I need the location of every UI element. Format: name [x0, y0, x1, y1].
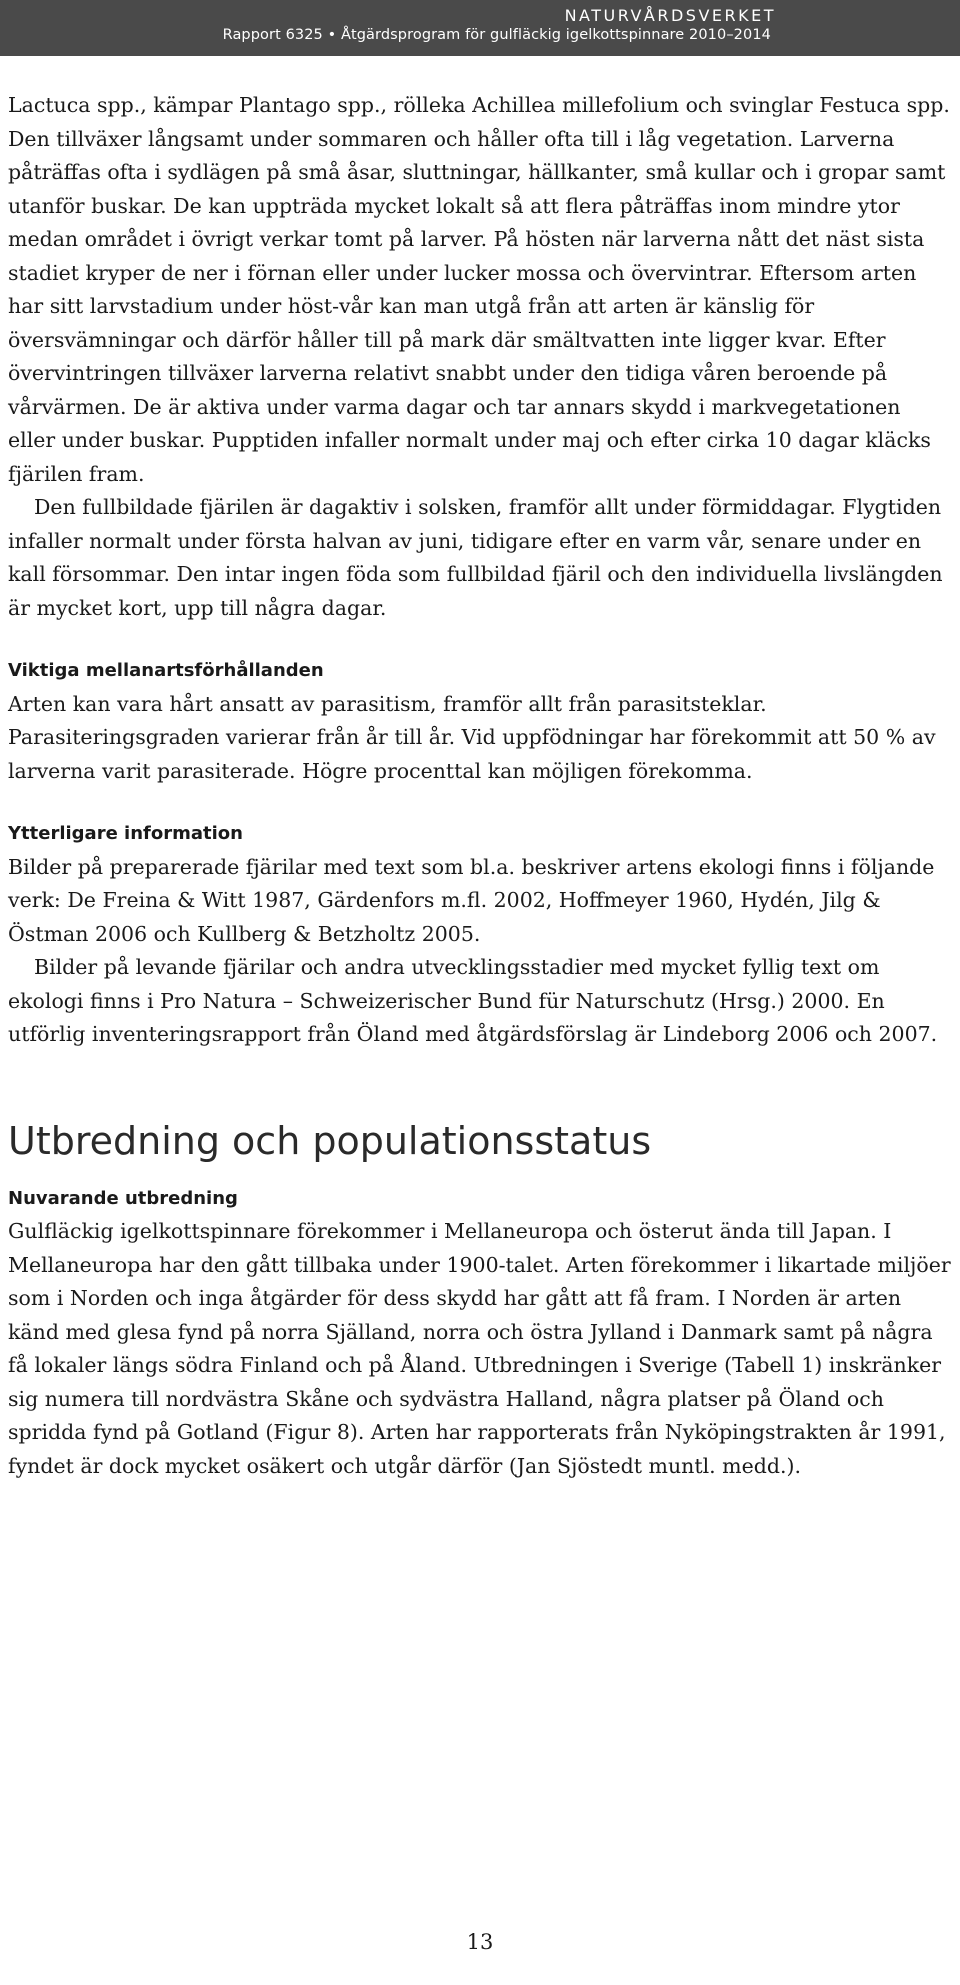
page-body [8, 89, 952, 1483]
section-heading-further-info: Ytterligare information [8, 823, 243, 844]
section-text-further-info-2: Bilder på levande fjärilar och andra utvecklingsstadier med mycket fyllig text om ekologi finns i Pro Natura – Schweizerischer Bund für Naturschutz (Hrsg.) 2000. En utförlig inventeringsrapport från Öland med åtgärdsförslag är Lindeborg 2006 och 2007. [8, 955, 938, 1046]
section-text-interactions: Arten kan vara hårt ansatt av parasitism, framför allt från parasitsteklar. Parasiteringsgraden varierar från år till år. Vid uppfödningar har förekommit att 50 % av larverna varit parasiterade. Högre procenttal kan möjligen förekomma. [8, 691, 936, 783]
section-text-further-info-1: Bilder på preparerade fjärilar med text som bl.a. beskriver artens ekologi finns i följande verk: De Freina & Witt 1987, Gärdenfors m.fl. 2002, Hoffmeyer 1960, Hydén, Jilg & Östman 2006 och Kullberg & Betzholtz 2005. [8, 854, 935, 946]
section-heading-distribution: Nuvarande utbredning [8, 1187, 238, 1209]
page-number: 13 [466, 1930, 494, 1954]
body-paragraph-adult: Den fullbildade fjärilen är dagaktiv i solsken, framför allt under förmiddagar. Flygtiden infaller normalt under första halvan av juni, tidigare efter en varm vår, senare under en kall försommar. Den intar ingen föda som fullbildad fjäril och den individuella livslängden är mycket kort, upp till några dagar. [8, 495, 943, 620]
report-title: Rapport 6325 • Åtgärdsprogram för gulfläckig igelkottspinnare 2010–2014 [222, 27, 771, 43]
body-paragraph-larvae: Lactuca spp., kämpar Plantago spp., rölleka Achillea millefolium och svinglar Festuca spp. Den tillväxer långsamt under sommaren och håller ofta till i låg vegetation. Larverna påträffas ofta i sydlägen på små åsar, sluttningar, hällkanter, små kullar och i gropar samt utanför buskar. De kan uppträda mycket lokalt så att flera påträffas inom mindre ytor medan området i övrigt verkar tomt på larver. På hösten när larverna nått det näst sista stadiet kryper de ner i förnan eller under lucker mossa och övervintrar. Eftersom arten har sitt larvstadium under höst-vår kan man utgå från att arten är känslig för översvämningar och därför håller till på mark där smältvatten inte ligger kvar. Efter övervintringen tillväxer larverna relativt snabbt under den tidiga våren beroende på vårvärmen. De är aktiva under varma dagar och tar annars skydd i markvegetationen eller under buskar. Pupptiden infaller normalt under maj och efter cirka 10 dagar kläcks fjärilen fram. [8, 93, 950, 486]
section-heading-interactions: Viktiga mellanartsförhållanden [8, 660, 324, 681]
section-text-distribution: Gulfläckig igelkottspinnare förekommer i Mellaneuropa och österut ända till Japan. I Mellaneuropa har den gått tillbaka under 1900-talet. Arten förekommer i likartade miljöer som i Norden och inga åtgärder för dess skydd har gått att få fram. I Norden är arten känd med glesa fynd på norra Själland, norra och östra Jylland i Danmark samt på några få lokaler längs södra Finland och på Åland. Utbredningen i Sverige (Tabell 1) inskränker sig numera till nordvästra Skåne och sydvästra Halland, några platser på Öland och spridda fynd på Gotland (Figur 8). Arten har rapporterats från Nyköpingstrakten år 1991, fyndet är dock mycket osäkert och utgår därför (Jan Sjöstedt muntl. medd.). [8, 1219, 951, 1478]
chapter-heading: Utbredning och populationsstatus [8, 1118, 652, 1163]
organization-name: NATURVÅRDSVERKET [564, 6, 776, 25]
running-header [0, 0, 960, 56]
